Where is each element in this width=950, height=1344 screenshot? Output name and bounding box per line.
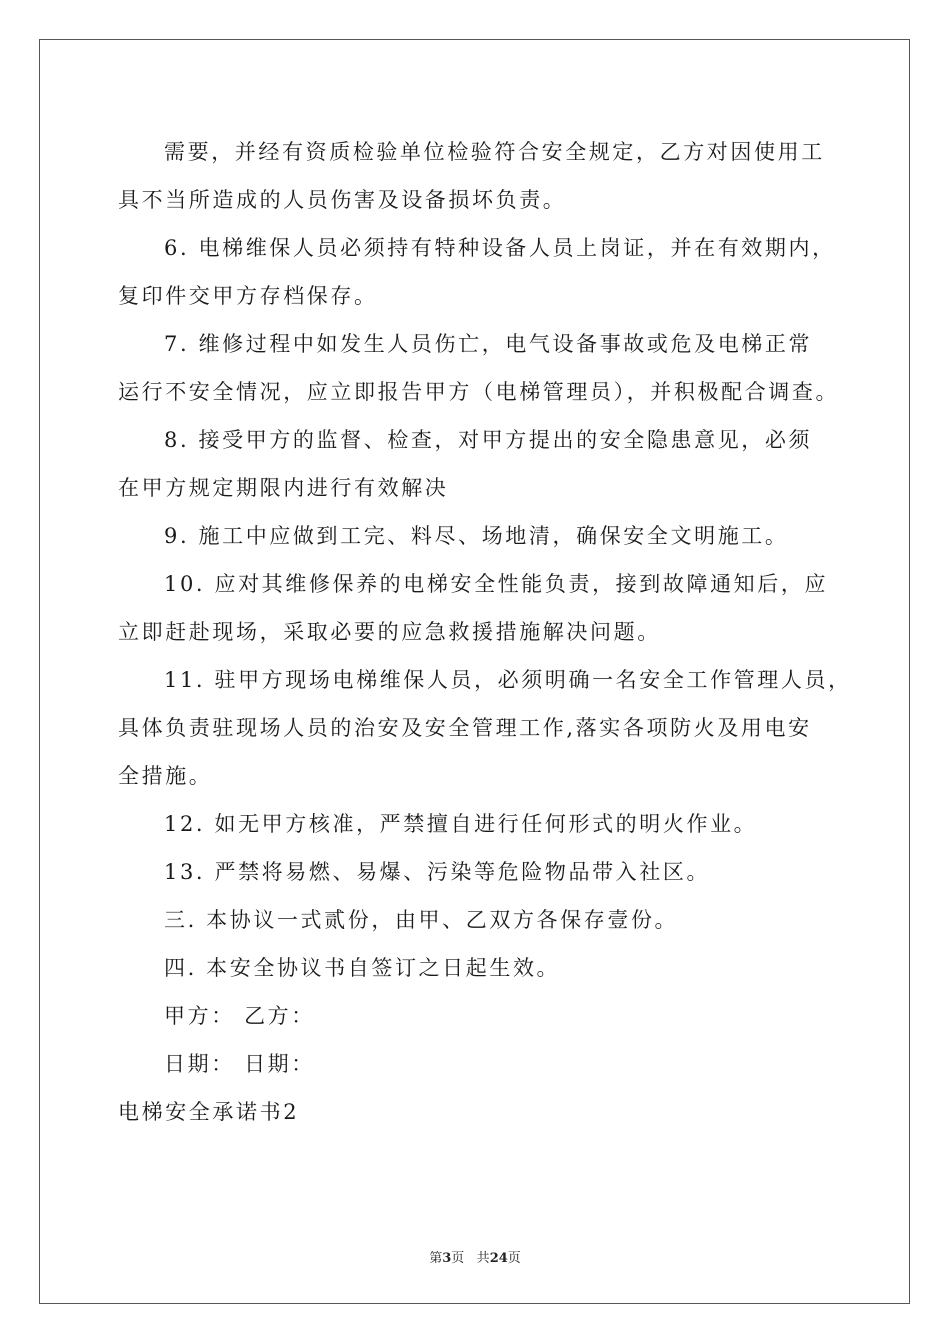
- paragraph-line: 四. 本安全协议书自签订之日起生效。: [164, 956, 561, 980]
- paragraph-line: 8. 接受甲方的监督、检查，对甲方提出的安全隐患意见，必须: [164, 428, 813, 452]
- page-number: 3: [442, 1251, 452, 1266]
- paragraph-line: 具体负责驻现场人员的治安及安全管理工作,落实各项防火及用电安: [118, 716, 812, 740]
- signature-date-line: 日期： 日期：: [164, 1052, 315, 1076]
- paragraph-line: 三. 本协议一式贰份，由甲、乙双方各保存壹份。: [164, 908, 679, 932]
- paragraph-line: 具不当所造成的人员伤害及设备损坏负责。: [118, 188, 567, 212]
- paragraph-line: 6. 电梯维保人员必须持有特种设备人员上岗证，并在有效期内，: [164, 236, 836, 260]
- total-pages: 24: [489, 1251, 508, 1266]
- paragraph-line: 13. 严禁将易燃、易爆、污染等危险物品带入社区。: [164, 860, 711, 884]
- page-prefix: 第: [429, 1251, 443, 1266]
- total-prefix: 共: [476, 1251, 490, 1266]
- paragraph-line: 11. 驻甲方现场电梯维保人员，必须明确一名安全工作管理人员，: [164, 668, 852, 692]
- paragraph-line: 10. 应对其维修保养的电梯安全性能负责，接到故障通知后，应: [164, 572, 829, 596]
- paragraph-line: 复印件交甲方存档保存。: [118, 284, 378, 308]
- total-suffix: 页: [507, 1251, 521, 1266]
- section-title: 电梯安全承诺书2: [118, 1100, 300, 1124]
- paragraph-line: 在甲方规定期限内进行有效解决: [118, 476, 449, 500]
- paragraph-line: 全措施。: [118, 764, 213, 788]
- signature-party-line: 甲方： 乙方：: [164, 1004, 315, 1028]
- page-footer: [0, 1247, 950, 1266]
- paragraph-line: 需要，并经有资质检验单位检验符合安全规定，乙方对因使用工: [164, 140, 825, 164]
- document-body: [118, 128, 852, 1136]
- page-suffix: 页: [451, 1251, 465, 1266]
- paragraph-line: 12. 如无甲方核准，严禁擅自进行任何形式的明火作业。: [164, 812, 758, 836]
- paragraph-line: 运行不安全情况，应立即报告甲方（电梯管理员），并积极配合调查。: [118, 380, 840, 404]
- paragraph-line: 9. 施工中应做到工完、料尽、场地清，确保安全文明施工。: [164, 524, 789, 548]
- paragraph-line: 立即赶赴现场，采取必要的应急救援措施解决问题。: [118, 620, 661, 644]
- paragraph-line: 7. 维修过程中如发生人员伤亡，电气设备事故或危及电梯正常: [164, 332, 813, 356]
